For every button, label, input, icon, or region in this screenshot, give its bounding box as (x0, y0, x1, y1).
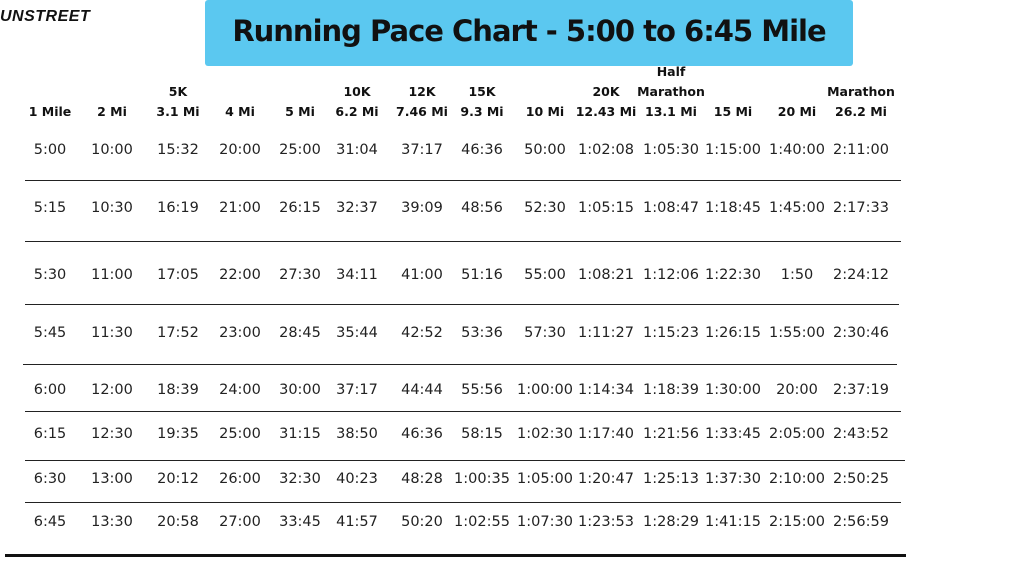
time-cell: 1:15:23 (643, 325, 699, 341)
time-cell: 53:36 (461, 325, 503, 341)
time-cell: 1:55:00 (769, 325, 825, 341)
time-cell: 2:15:00 (769, 514, 825, 530)
pace-cell: 5:30 (33, 267, 67, 283)
time-cell: 1:15:00 (705, 142, 761, 158)
time-cell: 42:52 (401, 325, 443, 341)
table-bottom-border (5, 554, 906, 557)
column-header-line1 (822, 62, 900, 82)
column-header-line2: 20K (592, 84, 620, 99)
column-header (767, 62, 827, 122)
column-header-line3: 26.2 Mi (835, 104, 887, 119)
time-cell: 37:17 (401, 142, 443, 158)
time-cell: 26:15 (279, 200, 321, 216)
time-cell: 38:50 (336, 426, 378, 442)
column-header-line3: 12.43 Mi (575, 104, 637, 119)
row-divider (25, 304, 899, 305)
time-cell: 32:30 (279, 471, 321, 487)
time-cell: 1:02:08 (578, 142, 634, 158)
pace-cell: 5:00 (33, 142, 67, 158)
column-header-line3: 2 Mi (97, 104, 127, 119)
time-cell: 1:12:06 (643, 267, 699, 283)
column-header-line2 (272, 82, 328, 102)
time-cell: 20:00 (219, 142, 261, 158)
pace-cell: 6:45 (33, 514, 67, 530)
time-cell: 52:30 (524, 200, 566, 216)
time-cell: 1:40:00 (769, 142, 825, 158)
time-cell: 57:30 (524, 325, 566, 341)
time-cell: 2:37:19 (833, 382, 889, 398)
pace-cell: 6:15 (33, 426, 67, 442)
column-header-line2: 12K (408, 84, 436, 99)
time-cell: 1:18:39 (643, 382, 699, 398)
time-cell: 41:00 (401, 267, 443, 283)
column-header-line3: 13.1 Mi (645, 104, 697, 119)
time-cell: 44:44 (401, 382, 443, 398)
time-cell: 2:43:52 (833, 426, 889, 442)
column-header (84, 62, 140, 122)
column-header-line1 (20, 62, 80, 82)
time-cell: 1:02:55 (454, 514, 510, 530)
time-cell: 13:30 (91, 514, 133, 530)
time-cell: 16:19 (157, 200, 199, 216)
column-header-line1 (84, 62, 140, 82)
time-cell: 1:00:35 (454, 471, 510, 487)
time-cell: 10:30 (91, 200, 133, 216)
time-cell: 1:50 (780, 267, 814, 283)
column-header-line2: Marathon (637, 84, 705, 99)
time-cell: 1:28:29 (643, 514, 699, 530)
time-cell: 1:33:45 (705, 426, 761, 442)
column-header-line1 (517, 62, 573, 82)
time-cell: 20:58 (157, 514, 199, 530)
time-cell: 1:30:00 (705, 382, 761, 398)
time-cell: 20:12 (157, 471, 199, 487)
time-cell: 18:39 (157, 382, 199, 398)
time-cell: 39:09 (401, 200, 443, 216)
time-cell: 24:00 (219, 382, 261, 398)
time-cell: 1:37:30 (705, 471, 761, 487)
time-cell: 10:00 (91, 142, 133, 158)
time-cell: 55:00 (524, 267, 566, 283)
time-cell: 1:17:40 (578, 426, 634, 442)
time-cell: 1:23:53 (578, 514, 634, 530)
column-header (573, 62, 639, 122)
time-cell: 32:37 (336, 200, 378, 216)
time-cell: 48:56 (461, 200, 503, 216)
time-cell: 12:30 (91, 426, 133, 442)
column-header-line2 (212, 82, 268, 102)
time-cell: 2:30:46 (833, 325, 889, 341)
column-header-line1 (272, 62, 328, 82)
column-header-line1 (148, 62, 208, 82)
column-header-line1 (573, 62, 639, 82)
time-cell: 15:32 (157, 142, 199, 158)
time-cell: 17:05 (157, 267, 199, 283)
time-cell: 1:20:47 (578, 471, 634, 487)
time-cell: 1:00:00 (517, 382, 573, 398)
row-divider (25, 460, 905, 461)
time-cell: 1:41:15 (705, 514, 761, 530)
time-cell: 34:11 (336, 267, 378, 283)
time-cell: 51:16 (461, 267, 503, 283)
column-header (517, 62, 573, 122)
time-cell: 46:36 (401, 426, 443, 442)
time-cell: 20:00 (776, 382, 818, 398)
column-header-line1 (390, 62, 454, 82)
row-divider (25, 180, 901, 181)
time-cell: 1:45:00 (769, 200, 825, 216)
time-cell: 11:30 (91, 325, 133, 341)
column-header (326, 62, 388, 122)
row-divider (25, 502, 901, 503)
time-cell: 2:10:00 (769, 471, 825, 487)
pace-cell: 6:30 (33, 471, 67, 487)
time-cell: 33:45 (279, 514, 321, 530)
column-header-line3: 4 Mi (225, 104, 255, 119)
column-header-line2 (20, 82, 80, 102)
time-cell: 2:17:33 (833, 200, 889, 216)
time-cell: 2:50:25 (833, 471, 889, 487)
pace-cell: 6:00 (33, 382, 67, 398)
column-header-line3: 10 Mi (525, 104, 565, 119)
column-header-line3: 6.2 Mi (335, 104, 379, 119)
time-cell: 2:05:00 (769, 426, 825, 442)
column-header-line1: Half (656, 64, 686, 79)
column-header-line3: 20 Mi (777, 104, 817, 119)
row-divider (25, 411, 901, 412)
time-cell: 50:20 (401, 514, 443, 530)
time-cell: 21:00 (219, 200, 261, 216)
time-cell: 1:07:30 (517, 514, 573, 530)
time-cell: 11:00 (91, 267, 133, 283)
time-cell: 2:11:00 (833, 142, 889, 158)
time-cell: 1:05:30 (643, 142, 699, 158)
time-cell: 1:08:47 (643, 200, 699, 216)
column-header (451, 62, 513, 122)
time-cell: 1:25:13 (643, 471, 699, 487)
time-cell: 26:00 (219, 471, 261, 487)
time-cell: 48:28 (401, 471, 443, 487)
time-cell: 40:23 (336, 471, 378, 487)
time-cell: 1:02:30 (517, 426, 573, 442)
column-header (822, 62, 900, 122)
brand-logo: UNSTREET (0, 8, 91, 25)
column-header (705, 62, 761, 122)
column-header-line2 (84, 82, 140, 102)
time-cell: 46:36 (461, 142, 503, 158)
column-header-line2: 5K (168, 84, 188, 99)
time-cell: 1:11:27 (578, 325, 634, 341)
time-cell: 1:18:45 (705, 200, 761, 216)
column-header-line3: 3.1 Mi (156, 104, 200, 119)
time-cell: 12:00 (91, 382, 133, 398)
column-header-line2: Marathon (827, 84, 895, 99)
column-header (390, 62, 454, 122)
page-title: Running Pace Chart - 5:00 to 6:45 Mile (232, 14, 826, 48)
column-header-line2: 10K (343, 84, 371, 99)
column-header (148, 62, 208, 122)
time-cell: 17:52 (157, 325, 199, 341)
time-cell: 28:45 (279, 325, 321, 341)
column-header-line1 (212, 62, 268, 82)
time-cell: 1:26:15 (705, 325, 761, 341)
column-header-line3: 5 Mi (285, 104, 315, 119)
pace-cell: 5:45 (33, 325, 67, 341)
column-header-line3: 9.3 Mi (460, 104, 504, 119)
pace-cell: 5:15 (33, 200, 67, 216)
column-header-line2 (705, 82, 761, 102)
time-cell: 13:00 (91, 471, 133, 487)
row-divider (23, 364, 897, 365)
time-cell: 1:05:00 (517, 471, 573, 487)
row-divider (25, 241, 901, 242)
time-cell: 25:00 (219, 426, 261, 442)
time-cell: 2:24:12 (833, 267, 889, 283)
column-header-line3: 1 Mile (28, 104, 72, 119)
column-header (636, 62, 706, 122)
time-cell: 50:00 (524, 142, 566, 158)
column-header-line2: 15K (468, 84, 496, 99)
time-cell: 58:15 (461, 426, 503, 442)
time-cell: 30:00 (279, 382, 321, 398)
time-cell: 2:56:59 (833, 514, 889, 530)
time-cell: 27:00 (219, 514, 261, 530)
column-header (20, 62, 80, 122)
column-header (272, 62, 328, 122)
time-cell: 19:35 (157, 426, 199, 442)
time-cell: 1:22:30 (705, 267, 761, 283)
time-cell: 1:08:21 (578, 267, 634, 283)
column-header-line3: 7.46 Mi (396, 104, 448, 119)
time-cell: 1:21:56 (643, 426, 699, 442)
time-cell: 41:57 (336, 514, 378, 530)
time-cell: 1:14:34 (578, 382, 634, 398)
column-header-line1 (451, 62, 513, 82)
time-cell: 35:44 (336, 325, 378, 341)
time-cell: 22:00 (219, 267, 261, 283)
time-cell: 31:15 (279, 426, 321, 442)
column-header-line2 (767, 82, 827, 102)
time-cell: 1:05:15 (578, 200, 634, 216)
column-header-line1 (326, 62, 388, 82)
time-cell: 31:04 (336, 142, 378, 158)
time-cell: 27:30 (279, 267, 321, 283)
time-cell: 25:00 (279, 142, 321, 158)
column-header-line1 (767, 62, 827, 82)
column-header-line2 (517, 82, 573, 102)
column-header-line1 (705, 62, 761, 82)
column-header-line3: 15 Mi (713, 104, 753, 119)
time-cell: 55:56 (461, 382, 503, 398)
column-header (212, 62, 268, 122)
time-cell: 37:17 (336, 382, 378, 398)
time-cell: 23:00 (219, 325, 261, 341)
